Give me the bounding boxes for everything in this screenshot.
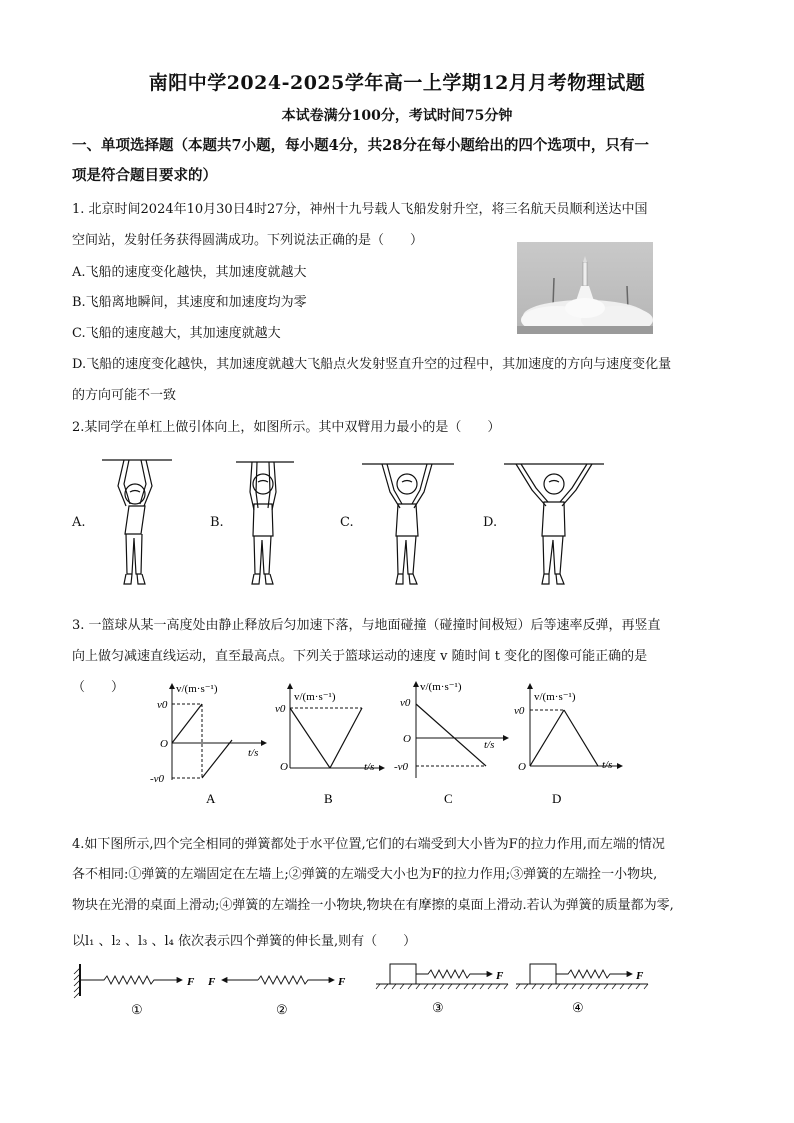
q2-stem: 2.某同学在单杠上做引体向上，如图所示。其中双臂用力最小的是（ ） [72,420,501,435]
section-heading-line2: 项是符合题目要求的） [72,167,217,184]
spring-1-caption: ① [131,1002,143,1017]
spring-2-left-force-label: F [208,976,216,988]
graph-a-v0-label: v0 [157,699,168,711]
q2-label-a: A. [72,515,86,530]
q4-stem-line1: 4.如下图所示,四个完全相同的弹簧都处于水平位置,它们的右端受到大小皆为F的拉力作用,而左端的情况 [72,837,665,852]
page-title: 南阳中学2024-2025学年高一上学期12月月考物理试题 [148,72,646,94]
graph-b-origin-label: O [280,761,288,773]
q1-option-a: A.飞船的速度变化越快，其加速度就越大 [72,265,307,280]
graph-a-origin-label: O [160,738,168,750]
spring-figure-2 [206,962,356,1022]
spring-4-caption: ④ [572,1000,584,1015]
graph-b-y-label: v/(m·s⁻¹) [294,691,336,703]
spring-2-right-force-label: F [338,976,346,988]
q4-stem-line2: 各不相同:①弹簧的左端固定在左墙上;②弹簧的左端受大小也为F的拉力作用;③弹簧的左端拴一小物块, [72,867,658,882]
vt-graph-d [508,678,632,808]
graph-b-v0-label: v0 [275,703,286,715]
graph-d-v0-label: v0 [514,705,525,717]
vt-graph-b [270,678,394,808]
q3-stem-line1: 3. 一篮球从某一高度处由静止释放后匀加速下落，与地面碰撞（碰撞时间极短）后等速率反弹，再竖直 [72,618,661,633]
spring-figure-3 [374,958,510,1020]
q1-stem-line2: 空间站，发射任务获得圆满成功。下列说法正确的是（ ） [72,233,424,248]
graph-d-x-label: t/s [602,759,613,771]
spring-4-force-label: F [636,970,644,982]
q3-stem-line2: 向上做匀减速直线运动，直至最高点。下列关于篮球运动的速度 v 随时间 t 变化的图像可能正确的是 [72,649,648,664]
pullup-figure-d [502,452,606,592]
graph-d-caption: D [552,791,562,806]
graph-b-caption: B [324,791,333,806]
graph-a-neg-v0-label: -v0 [150,773,165,785]
q1-option-d-line2: 的方向可能不一致 [72,388,177,403]
exam-info: 本试卷满分100分，考试时间75分钟 [281,108,513,124]
graph-c-y-label: v/(m·s⁻¹) [420,681,462,693]
q3-stem-line3: （ ） [72,680,125,695]
spring-figure-4 [514,958,650,1020]
q1-option-b: B.飞船离地瞬间，其速度和加速度均为零 [72,295,307,310]
graph-c-neg-v0-label: -v0 [394,761,409,773]
graph-a-caption: A [206,791,216,806]
graph-c-caption: C [444,791,453,806]
spring-3-force-label: F [496,970,504,982]
q4-stem-line4: 以l₁ 、l₂ 、l₃ 、l₄ 依次表示四个弹簧的伸长量,则有（ ） [72,934,417,949]
graph-a-x-label: t/s [248,747,259,759]
pullup-figure-c [360,452,456,592]
q1-option-c: C.飞船的速度越大，其加速度就越大 [72,326,281,341]
q2-label-d: D. [483,515,498,530]
q2-label-b: B. [210,515,224,530]
q1-option-d-line1: D.飞船的速度变化越快，其加速度就越大飞船点火发射竖直升空的过程中，其加速度的方向与速度变化量 [72,357,672,372]
spring-1-force-label: F [187,976,195,988]
q4-stem-line3: 物块在光滑的桌面上滑动;④弹簧的左端拴一小物块,物块在有摩擦的桌面上滑动.若认为弹簧的质量都为零, [72,898,674,913]
graph-c-x-label: t/s [484,739,495,751]
graph-c-v0-label: v0 [400,697,411,709]
graph-d-y-label: v/(m·s⁻¹) [534,691,576,703]
spring-2-caption: ② [276,1002,288,1017]
graph-c-origin-label: O [403,733,411,745]
q1-stem-line1: 1. 北京时间2024年10月30日4时27分，神州十九号载人飞船发射升空，将三名航天员顺利送达中国 [72,202,648,217]
vt-graph-a [148,678,272,808]
pullup-figure-b [230,452,300,592]
graph-b-x-label: t/s [364,761,375,773]
spring-3-caption: ③ [432,1000,444,1015]
q2-label-c: C. [340,515,354,530]
section-heading-line1: 一、单项选择题（本题共7小题，每小题4分，共28分在每小题给出的四个选项中，只有一 [72,137,649,154]
graph-a-y-label: v/(m·s⁻¹) [176,683,218,695]
pullup-figure-a [96,452,176,592]
rocket-launch-photo [517,242,653,334]
graph-d-origin-label: O [518,761,526,773]
spring-figure-1 [70,962,210,1022]
vt-graph-c [390,678,514,808]
